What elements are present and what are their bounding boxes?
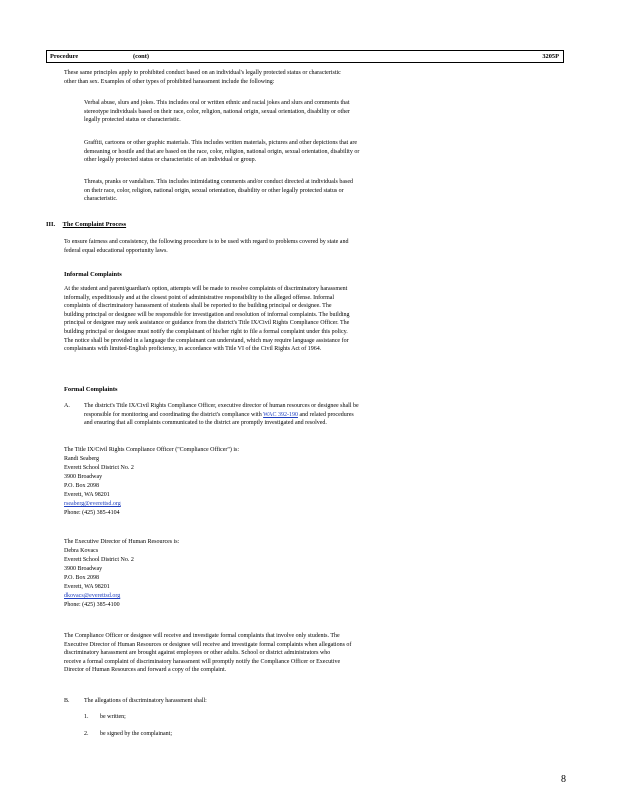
exec-director-city: Everett, WA 98201	[64, 584, 110, 590]
procedure-header	[46, 50, 564, 63]
text-line: complainants with limited-English proficiency, in accordance with Title VI of the Civil Rights Act of 1964.	[64, 346, 322, 353]
text-line: Executive Director of Human Resources or designee will receive and investigate formal complaints when allegations of	[64, 641, 352, 648]
exec-director-phone: Phone: (425) 385-4100	[64, 602, 120, 608]
text-line: These same principles apply to prohibited conduct based on an individual's legally protected status or characteristic	[64, 70, 341, 76]
bullet-graffiti	[84, 139, 564, 165]
section-title: The Complaint Process	[62, 221, 127, 228]
intro-paragraph	[64, 69, 530, 86]
text-line: on their race, color, religion, national origin, sexual orientation, disability or other legally protected status or	[84, 187, 344, 194]
text-line: informally, expeditiously and at the closest point of administrative responsibility to the alleged offense. Informal	[64, 294, 335, 301]
compliance-officer-po-box: P.O. Box 2098	[64, 483, 100, 489]
complaint-process-paragraph	[64, 238, 544, 255]
section-3-heading	[46, 220, 126, 229]
text-line: and ensuring that all complaints communicated to the district are promptly investigated and resolved.	[84, 420, 327, 427]
exec-director-street: 3900 Broadway	[64, 566, 103, 572]
text-line: Threats, pranks or vandalism. This includes intimidating comments and/or conduct directed at individuals based	[84, 179, 353, 185]
text-line: building principal or designee will be responsible for investigation and resolution of informal complaints. The building	[64, 311, 350, 318]
exec-director-name: Debra Kovacs	[64, 548, 99, 554]
text-line: The district's Title IX/Civil Rights Compliance Officer, executive director of human resources or designee shall be	[84, 403, 359, 409]
section-numeral: III.	[46, 221, 56, 228]
text-line: stereotype individuals based on their race, color, religion, national origin, sexual orientation, disability or other	[84, 108, 350, 115]
text-line: demeaning or hostile and that are based on the race, color, religion, national origin, sexual orientation, disability or	[84, 148, 360, 155]
procedure-label: Procedure	[50, 53, 79, 60]
cont-label: (cont)	[133, 53, 149, 60]
informal-complaints-heading: Informal Complaints	[64, 271, 122, 278]
text-line: At the student and parent/guardian's option, attempts will be made to resolve complaints of discriminatory harassment	[64, 286, 348, 292]
text-line: The notice shall be provided in a language the complainant can understand, which may require language assistance for	[64, 337, 349, 344]
compliance-officer-org: Everett School District No. 2	[64, 465, 134, 471]
handling-paragraph	[64, 632, 558, 675]
compliance-officer-intro: The Title IX/Civil Rights Compliance Officer ("Compliance Officer") is:	[64, 447, 239, 453]
text-line: discriminatory harassment are brought against employees or other adults. School or district administrators who	[64, 650, 331, 657]
text-line: legally protected status or characteristic.	[84, 117, 181, 124]
sub-item-marker: 2.	[84, 731, 89, 737]
item-b-marker: B.	[64, 698, 70, 704]
formal-complaints-heading: Formal Complaints	[64, 386, 118, 393]
compliance-officer-phone: Phone: (425) 385-4104	[64, 510, 120, 516]
text-line: characteristic.	[84, 196, 118, 203]
item-a-marker: A.	[64, 403, 70, 409]
compliance-officer-name: Randi Seaberg	[64, 456, 100, 462]
bullet-verbal-abuse	[84, 99, 564, 125]
exec-director-email-link[interactable]: dkovacs@everettsd.org	[64, 593, 121, 599]
text-line	[84, 411, 554, 420]
wac-link[interactable]: WAC 392-190	[263, 411, 298, 418]
text-line: federal equal educational opportunity laws.	[64, 247, 168, 254]
exec-director-intro: The Executive Director of Human Resources is:	[64, 539, 180, 545]
page-number: 8	[561, 774, 566, 785]
sub-item-text: be written;	[100, 714, 126, 720]
sub-item-marker: 1.	[84, 714, 89, 720]
text-line: other legally protected status or characteristic of an individual or group.	[84, 157, 257, 164]
exec-director-org: Everett School District No. 2	[64, 557, 134, 563]
text-line: To ensure fairness and consistency, the following procedure is to be used with regard to problems covered by state and	[64, 239, 349, 245]
compliance-officer-street: 3900 Broadway	[64, 474, 103, 480]
text-line: principal or designee may seek assistance or guidance from the district's Title IX/Civil Rights Compliance Officer. The	[64, 320, 350, 327]
text-line: Graffiti, cartoons or other graphic materials. This includes written materials, pictures and other depictions that are	[84, 140, 358, 146]
bullet-threats	[84, 178, 554, 204]
item-a-paragraph	[84, 402, 554, 428]
text-line: other than sex. Examples of other types of prohibited harassment include the following:	[64, 78, 275, 85]
exec-director-po-box: P.O. Box 2098	[64, 575, 100, 581]
text-line: The Compliance Officer or designee will receive and investigate formal complaints that involve only students. The	[64, 633, 340, 639]
item-b-text: The allegations of discriminatory harassment shall:	[84, 698, 207, 704]
text-line: Verbal abuse, slurs and jokes. This includes oral or written ethnic and racial jokes and slurs and comments that	[84, 100, 350, 106]
sub-item-text: be signed by the complainant;	[100, 731, 172, 737]
text-segment: responsible for monitoring and coordinating the district's compliance with	[84, 411, 264, 418]
text-segment: and related procedures	[297, 411, 354, 418]
compliance-officer-email-link[interactable]: rseaberg@everettsd.org	[64, 501, 121, 507]
informal-complaints-paragraph	[64, 285, 558, 354]
text-line: building principal or designee must notify the complainant of his/her right to file a formal complaint under this policy.	[64, 328, 348, 335]
text-line: Director of Human Resources and forward a copy of the complaint.	[64, 667, 227, 674]
policy-number: 3205P	[542, 53, 559, 60]
text-line: complaints of discriminatory harassment of students shall be reported to the building principal or designee. The	[64, 303, 332, 310]
text-line: receive a formal complaint of discriminatory harassment will promptly notify the Compliance Officer or Executive	[64, 658, 341, 665]
compliance-officer-city: Everett, WA 98201	[64, 492, 110, 498]
